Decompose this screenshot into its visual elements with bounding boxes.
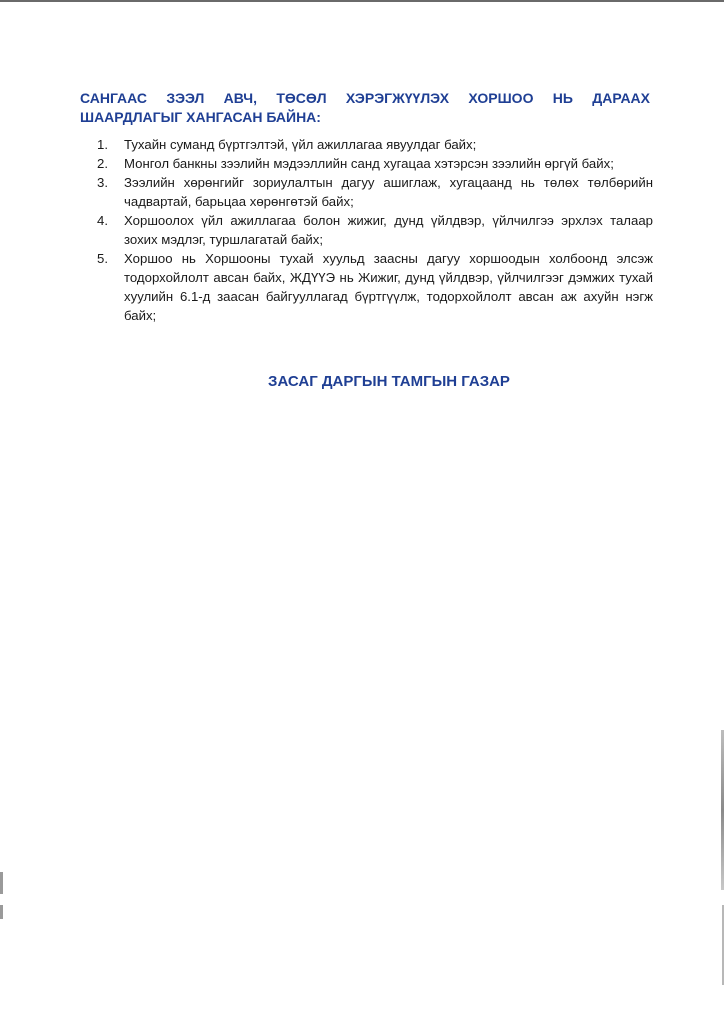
list-item-text: Зээлийн хөрөнгийг зориулалтын дагуу ашиглаж, хугацаанд нь төлөх төлбөрийн чадвартай, барьцаа хөрөнгөтэй байх;	[124, 175, 653, 209]
section-heading	[80, 89, 650, 127]
list-item-text: Тухайн суманд бүртгэлтэй, үйл ажиллагаа явуулдаг байх;	[124, 137, 477, 152]
list-item-text: Монгол банкны зээлийн мэдээллийн санд хугацаа хэтэрсэн зээлийн өргүй байх;	[124, 156, 614, 171]
list-item-number: 3.	[97, 175, 108, 190]
list-item	[97, 211, 653, 249]
list-item-number: 5.	[97, 251, 108, 266]
heading-line-2: ШААРДЛАГЫГ ХАНГАСАН БАЙНА:	[80, 109, 321, 125]
requirements-list	[97, 135, 653, 325]
scan-left-edge-mark-lower	[0, 905, 3, 919]
list-item-text: Хоршоолох үйл ажиллагаа болон жижиг, дунд үйлдвэр, үйлчилгээ эрхлэх талаар зохих мэдлэг, туршлагатай байх;	[124, 213, 653, 247]
list-item	[97, 173, 653, 211]
list-item	[97, 154, 653, 173]
list-item	[97, 135, 653, 154]
list-item-number: 4.	[97, 213, 108, 228]
heading-line-1: САНГААС ЗЭЭЛ АВЧ, ТӨСӨЛ ХЭРЭГЖҮҮЛЭХ ХОРШОО НЬ ДАРААХ	[80, 90, 650, 106]
list-item	[97, 249, 653, 325]
scan-left-edge-mark	[0, 872, 3, 894]
issuer-title: ЗАСАГ ДАРГЫН ТАМГЫН ГАЗАР	[268, 373, 510, 390]
list-item-text: Хоршоо нь Хоршооны тухай хуульд заасны дагуу хоршоодын холбоонд элсэж тодорхойлолт авсан байх, ЖДҮҮЭ нь Жижиг, дунд үйлдвэр, үйлчилгээг дэмжих тухай хуулийн 6.1-д заасан байгууллагад бүртгүүлж, тодорхойлолт авсан аж ахуйн нэгж байх;	[124, 251, 653, 323]
scan-top-edge	[0, 0, 724, 2]
list-item-number: 2.	[97, 156, 108, 171]
list-item-number: 1.	[97, 137, 108, 152]
